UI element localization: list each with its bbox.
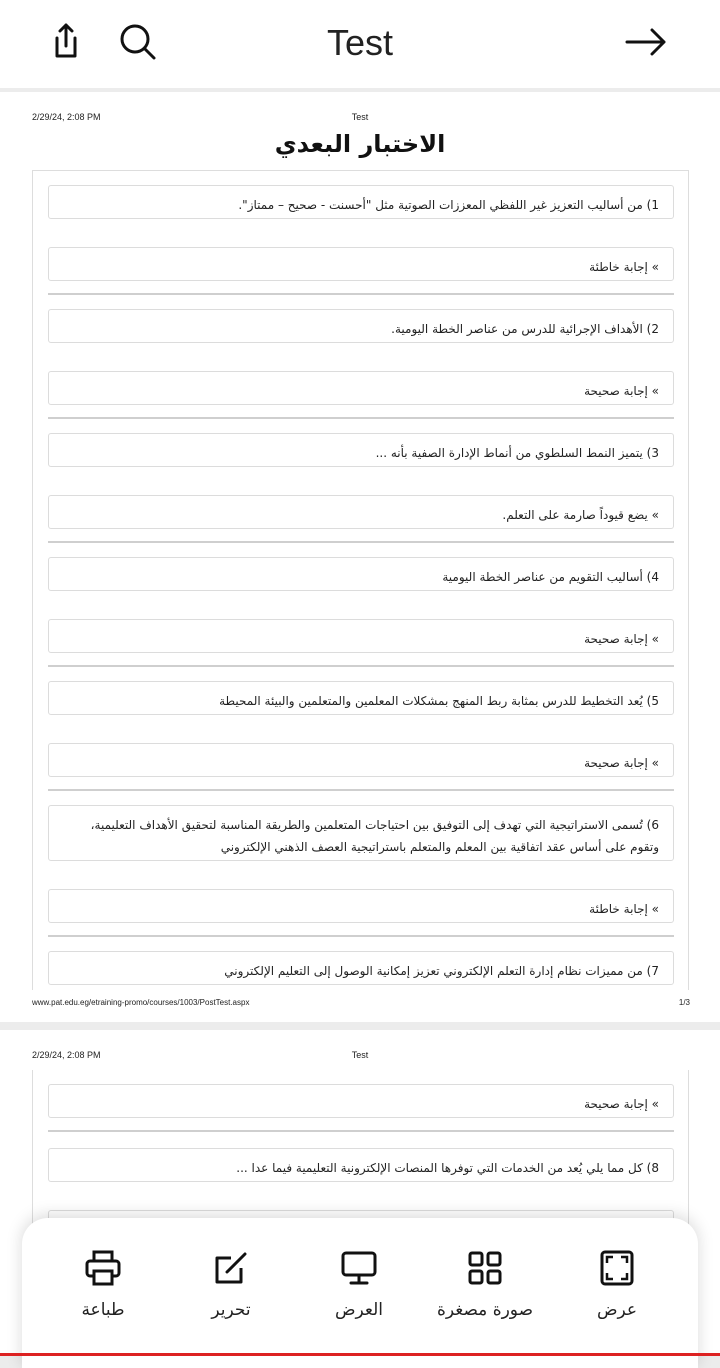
thumbnail-label: صورة مصغرة: [436, 1300, 534, 1320]
question-box: 7) من مميزات نظام إدارة التعلم الإلكتروني تعزيز إمكانية الوصول إلى التعليم الإلكتروني: [48, 951, 674, 985]
question-list: [32, 170, 689, 990]
question-box: 3) يتميز النمط السلطوي من أنماط الإدارة الصفية بأنه ...: [48, 433, 674, 467]
divider: [48, 789, 674, 791]
question-box: 4) أساليب التقويم من عناصر الخطة اليومية: [48, 557, 674, 591]
edit-label: تحرير: [211, 1300, 251, 1320]
question-box: 5) يُعد التخطيط للدرس بمثابة ربط المنهج بمشكلات المعلمين والمتعلمين والبيئة المحيطة: [48, 681, 674, 715]
divider: [48, 293, 674, 295]
question-box: 8) كل مما يلي يُعد من الخدمات التي توفرها المنصات الإلكترونية التعليمية فيما عدا ...: [48, 1148, 674, 1182]
divider: [48, 935, 674, 937]
answer-box: » إجابة صحيحة: [48, 371, 674, 405]
bottom-action-sheet: [22, 1218, 698, 1368]
divider: [48, 665, 674, 667]
page-title: الاختبار البعدي: [274, 130, 446, 158]
answer-box: » إجابة صحيحة: [48, 619, 674, 653]
print-header-title: Test: [351, 1050, 369, 1060]
monitor-icon: [339, 1248, 379, 1288]
answer-box: » يضع قيوداً صارمة على التعلم.: [48, 495, 674, 529]
print-label: طباعة: [81, 1300, 125, 1320]
top-app-bar: [0, 0, 720, 88]
answer-box: » إجابة خاطئة: [48, 889, 674, 923]
print-icon: [83, 1248, 123, 1288]
fullscreen-button[interactable]: [562, 1248, 672, 1320]
question-box: 6) تُسمى الاستراتيجية التي تهدف إلى التوفيق بين احتياجات المتعلمين والطريقة المناسبة لتحقيق الأهداف التعليمية، وتقوم على أساس عقد اتفاقية بين المعلم والمتعلم باستراتيجية العصف الذهني الإلكتروني: [48, 805, 674, 861]
footer-url: www.pat.edu.eg/etraining-promo/courses/1003/PostTest.aspx: [32, 998, 250, 1007]
divider: [48, 1130, 674, 1132]
divider: [48, 541, 674, 543]
print-date: 2/29/24, 2:08 PM: [32, 112, 101, 122]
page-number: 1/3: [678, 998, 690, 1007]
fullscreen-label: عرض: [596, 1300, 638, 1320]
document-page-1: [0, 92, 720, 1022]
print-button[interactable]: [48, 1248, 158, 1320]
edit-icon: [211, 1248, 251, 1288]
question-box: 2) الأهداف الإجرائية للدرس من عناصر الخطة اليومية.: [48, 309, 674, 343]
print-date: 2/29/24, 2:08 PM: [32, 1050, 101, 1060]
fullscreen-icon: [597, 1248, 637, 1288]
print-header-title: Test: [351, 112, 369, 122]
edit-button[interactable]: [176, 1248, 286, 1320]
app-title: Test: [326, 22, 394, 63]
question-box: 1) من أساليب التعزيز غير اللفظي المعززات الصوتية مثل "أحسنت - صحيح – ممتاز".: [48, 185, 674, 219]
thumbnail-button[interactable]: [430, 1248, 540, 1320]
answer-box: » إجابة صحيحة: [48, 1084, 674, 1118]
divider: [48, 417, 674, 419]
present-label: العرض: [334, 1300, 384, 1320]
present-button[interactable]: [304, 1248, 414, 1320]
answer-box: » إجابة خاطئة: [48, 247, 674, 281]
arrow-right-icon[interactable]: [624, 20, 668, 64]
grid-icon: [465, 1248, 505, 1288]
answer-box: » إجابة صحيحة: [48, 743, 674, 777]
